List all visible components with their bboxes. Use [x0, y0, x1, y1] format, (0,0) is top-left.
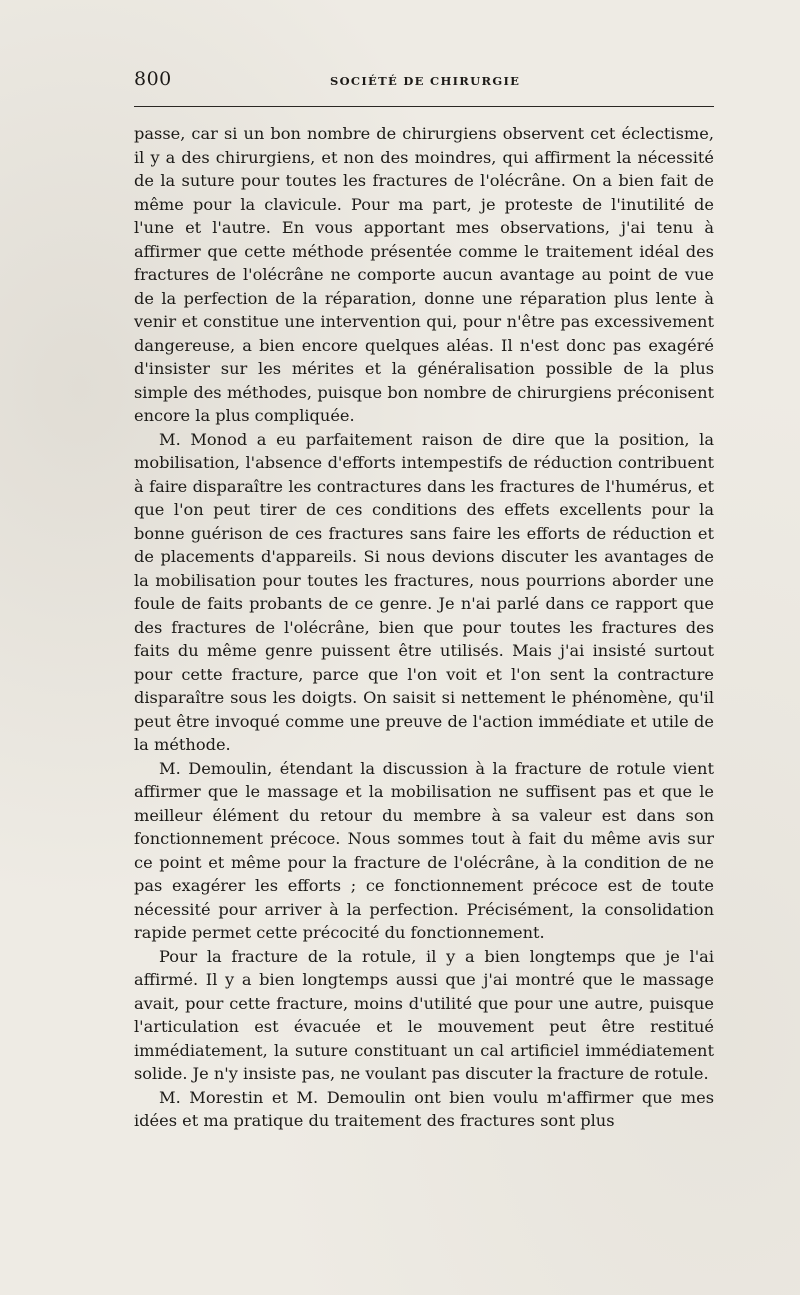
running-title: SOCIÉTÉ DE CHIRURGIE — [330, 74, 521, 88]
paragraph: M. Demoulin, étendant la discussion à la fracture de rotule vient affirmer que le massage et la mobilisation ne suffisent pas et que le meilleur élément du retour du membre à sa valeur est dans son fonctionnement précoce. Nous sommes tout à fait du même avis sur ce point et même pour la fracture de l'olécrâne, à la condition de ne pas exagérer les efforts ; ce fonctionnement précoce est de toute nécessité pour arriver à la perfection. Précisément, la consolidation rapide permet cette précocité du fonctionnement. — [134, 758, 714, 942]
page-number: 800 — [134, 68, 172, 90]
body-text — [134, 122, 714, 1133]
paragraph: M. Morestin et M. Demoulin ont bien voulu m'affirmer que mes idées et ma pratique du traitement des fractures sont plus — [134, 1087, 714, 1130]
header-rule — [134, 106, 714, 107]
page-header — [134, 68, 714, 98]
paragraph: passe, car si un bon nombre de chirurgiens observent cet éclectisme, il y a des chirurgiens, et non des moindres, qui affirment la nécessité de la suture pour toutes les fractures de l'olécrâne. On a bien fait de même pour la clavicule. Pour ma part, je proteste de l'inutilité de l'une et l'autre. En vous apportant mes observations, j'ai tenu à affirmer que cette méthode présentée comme le traitement idéal des fractures de l'olécrâne ne comporte aucun avantage au point de vue de la perfection de la réparation, donne une réparation plus lente à venir et constitue une intervention qui, pour n'être pas excessivement dangereuse, a bien encore quelques aléas. Il n'est donc pas exagéré d'insister sur les mérites et la généralisation possible de la plus simple des méthodes, puisque bon nombre de chirurgiens préconisent encore la plus compliquée. — [134, 124, 714, 425]
paragraph: Pour la fracture de la rotule, il y a bien longtemps que je l'ai affirmé. Il y a bien longtemps aussi que j'ai montré que le massage avait, pour cette fracture, moins d'utilité que pour une autre, puisque l'articulation est évacuée et le mouvement peut être restitué immédiatement, la suture constituant un cal artificiel immédiatement solide. Je n'y insiste pas, ne voulant pas discuter la fracture de rotule. — [134, 946, 714, 1083]
paragraph: M. Monod a eu parfaitement raison de dire que la position, la mobilisation, l'absence d'efforts intempestifs de réduction contribuent à faire disparaître les contractures dans les fractures de l'humérus, et que l'on peut tirer de ces conditions des effets excellents pour la bonne guérison de ces fractures sans faire les efforts de réduction et de placements d'appareils. Si nous devions discuter les avantages de la mobilisation pour toutes les fractures, nous pourrions aborder une foule de faits probants de ce genre. Je n'ai parlé dans ce rapport que des fractures de l'olécrâne, bien que pour toutes les fractures des faits du même genre puissent être utilisés. Mais j'ai insisté surtout pour cette fracture, parce que l'on voit et l'on sent la contracture disparaître sous les doigts. On saisit si nettement le phénomène, qu'il peut être invoqué comme une preuve de l'action immédiate et utile de la méthode. — [134, 429, 714, 754]
